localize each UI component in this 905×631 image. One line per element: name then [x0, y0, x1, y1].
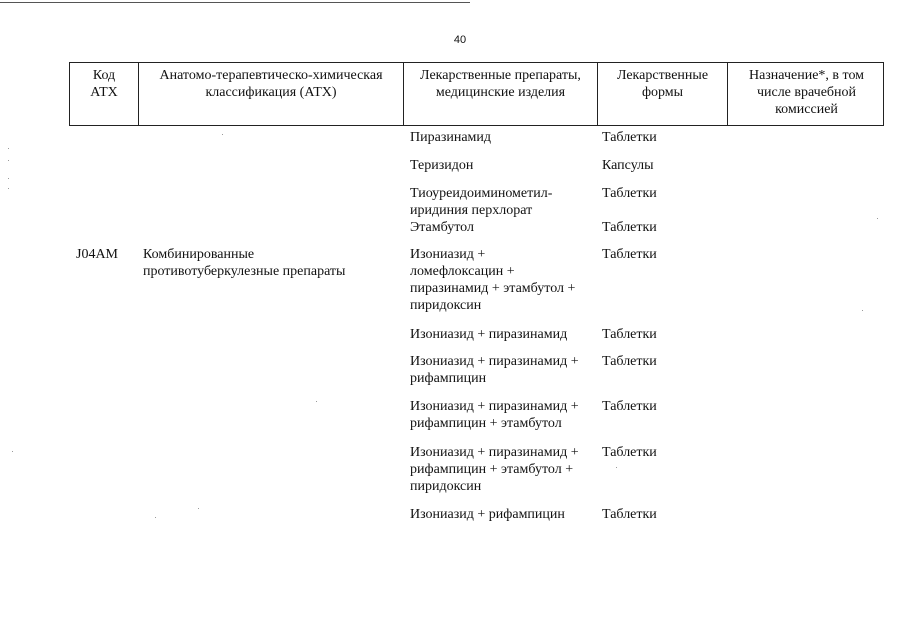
table-row-form: Таблетки: [602, 354, 657, 369]
scan-speck: [8, 148, 9, 149]
table-row-form: Таблетки: [602, 507, 657, 522]
scan-speck: [155, 517, 156, 518]
scan-speck: [877, 218, 878, 219]
scan-top-edge: [0, 2, 470, 3]
header-atc: Анатомо-терапевтическо-химическая классификация (АТХ): [139, 63, 404, 125]
scan-speck: [8, 188, 9, 189]
table-row-drug: Изониазид + пиразинамид + рифампицин: [410, 354, 579, 386]
scan-speck: [862, 310, 863, 311]
table-row-code: J04AM: [76, 247, 119, 262]
table-row-form: Таблетки: [602, 220, 657, 235]
header-purpose: Назначение*, в том числе врачебной комиссией: [748, 68, 865, 117]
scan-speck: [222, 134, 223, 135]
header-drugs: Лекарственные препараты, медицинские изделия: [404, 63, 598, 125]
table-row-drug: Этамбутол: [410, 220, 474, 235]
scan-speck: [12, 451, 13, 452]
page-number: 40: [453, 34, 467, 46]
table-row-drug: Изониазид + рифампицин: [410, 507, 565, 522]
table-row-drug: Изониазид + пиразинамид: [410, 327, 568, 342]
table-row-form: Таблетки: [602, 186, 657, 201]
header-forms: Лекарственные формы: [598, 63, 728, 125]
table-row-form: Таблетки: [602, 130, 657, 145]
table-row-form: Таблетки: [602, 445, 657, 460]
table-row-form: Таблетки: [602, 399, 657, 414]
table-header: [69, 62, 884, 126]
scan-speck: [316, 401, 317, 402]
table-row-drug: Изониазид + пиразинамид + рифампицин + этамбутол + пиридоксин: [410, 445, 579, 494]
table-row-form: Таблетки: [602, 247, 657, 262]
table-row-drug: Тиоуреидоиминометил- иридиния перхлорат: [410, 186, 553, 218]
table-row-atc: Комбинированные противотуберкулезные препараты: [143, 247, 346, 279]
table-row-form: Таблетки: [602, 327, 657, 342]
table-row-drug: Пиразинамид: [410, 130, 492, 145]
scan-speck: [8, 160, 9, 161]
header-code: Код АТХ: [70, 63, 139, 125]
table-row-drug: Теризидон: [410, 158, 474, 173]
scan-speck: [616, 467, 617, 468]
table-row-drug: Изониазид + ломефлоксацин + пиразинамид + этамбутол + пиридоксин: [410, 247, 576, 313]
scan-speck: [198, 508, 199, 509]
table-row-drug: Изониазид + пиразинамид + рифампицин + этамбутол: [410, 399, 579, 431]
table-row-form: Капсулы: [602, 158, 654, 173]
scan-speck: [8, 178, 9, 179]
